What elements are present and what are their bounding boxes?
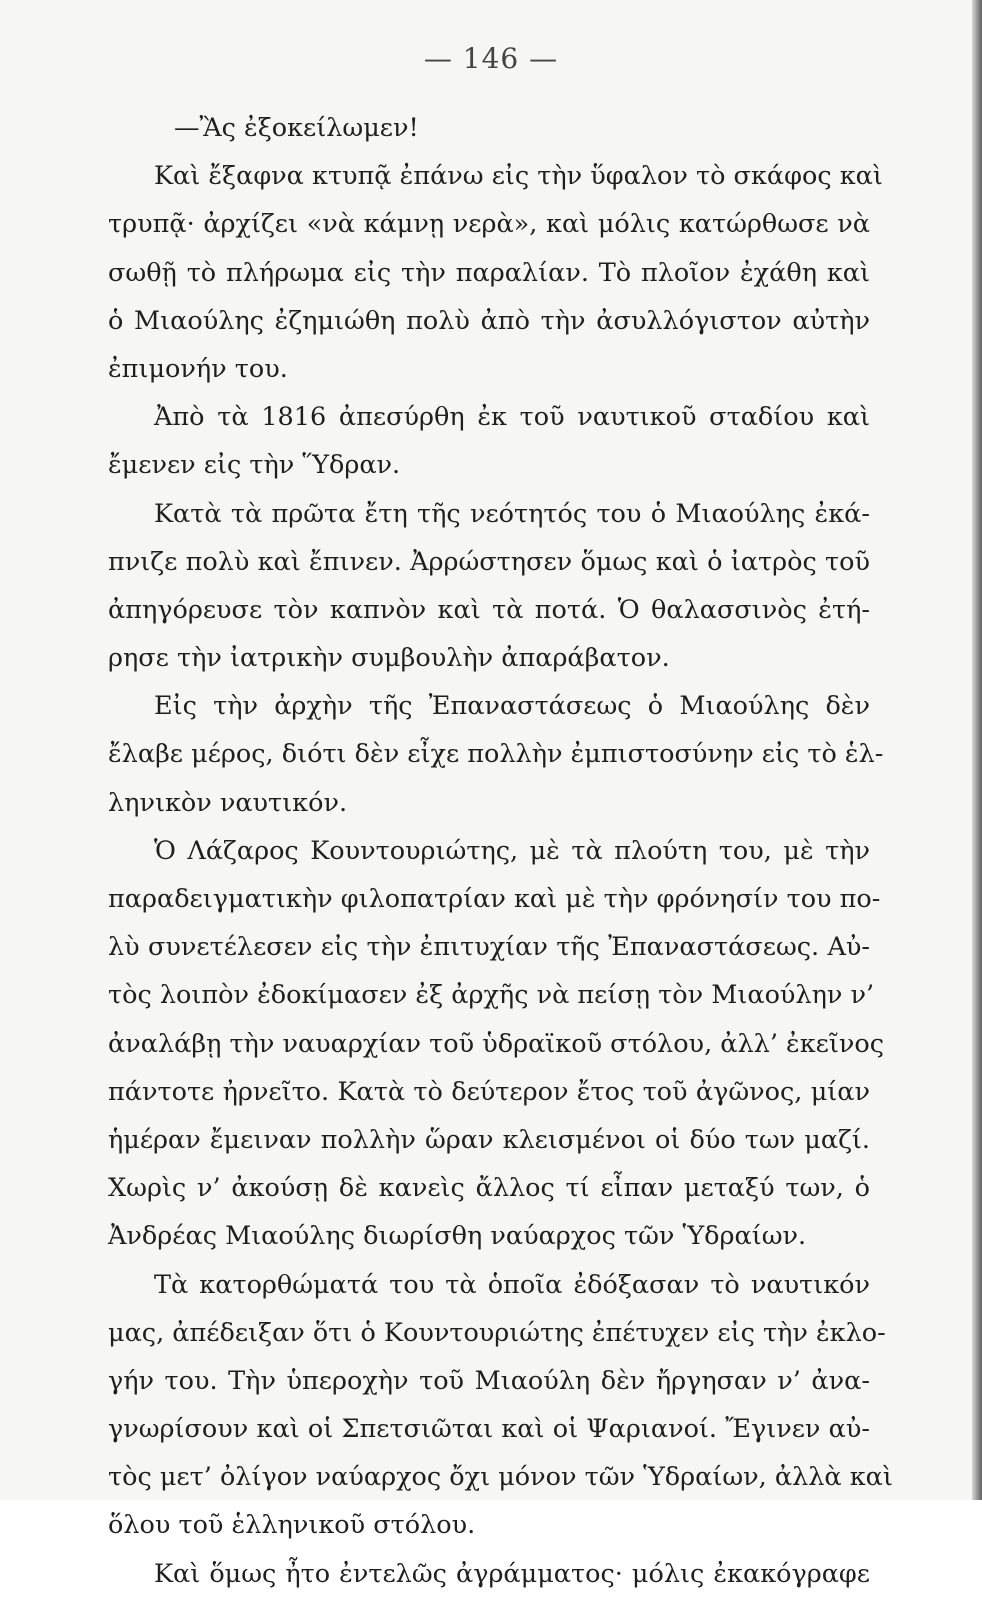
text-line: Καὶ ὅμως ἦτο ἐντελῶς ἀγράμματος· μόλις ἐκακόγραφε xyxy=(154,1558,870,1589)
text-line: τὸς λοιπὸν ἐδοκίμασεν ἐξ ἀρχῆς νὰ πείσῃ τὸν Μιαούλην ν’ xyxy=(108,980,875,1011)
body-text xyxy=(108,104,893,1598)
text-line: ρησε τὴν ἰατρικὴν συμβουλὴν ἀπαράβατον. xyxy=(108,643,670,674)
text-line: ἐπιμονήν του. xyxy=(108,353,288,384)
text-line: τρυπᾷ· ἀρχίζει «νὰ κάμνῃ νερὰ», καὶ μόλις κατώρθωσε νὰ xyxy=(108,209,870,240)
text-line: Εἰς τὴν ἀρχὴν τῆς Ἐπαναστάσεως ὁ Μιαούλης δὲν xyxy=(154,691,870,722)
text-line: Κατὰ τὰ πρῶτα ἔτη τῆς νεότητός του ὁ Μιαούλης ἐκά- xyxy=(154,498,870,529)
text-line: ἀναλάβῃ τὴν ναυαρχίαν τοῦ ὑδραϊκοῦ στόλου, ἀλλ’ ἐκεῖνος xyxy=(108,1028,884,1059)
text-line: πνιζε πολὺ καὶ ἔπινεν. Ἀρρώστησεν ὅμως καὶ ὁ ἰατρὸς τοῦ xyxy=(108,546,870,577)
text-line: μας, ἀπέδειξαν ὅτι ὁ Κουντουριώτης ἐπέτυχεν εἰς τὴν ἐκλο- xyxy=(108,1317,886,1348)
text-line: Τὰ κατορθώματά του τὰ ὁποῖα ἐδόξασαν τὸ ναυτικόν xyxy=(154,1269,870,1300)
text-line: Ἀπὸ τὰ 1816 ἀπεσύρθη ἐκ τοῦ ναυτικοῦ σταδίου καὶ xyxy=(154,402,870,433)
text-line: Ὁ Λάζαρος Κουντουριώτης, μὲ τὰ πλούτη του, μὲ τὴν xyxy=(154,835,870,866)
text-line: ἡμέραν ἔμειναν πολλὴν ὥραν κλεισμένοι οἱ δύο των μαζί. xyxy=(108,1124,870,1155)
text-line: ἔλαβε μέρος, διότι δὲν εἶχε πολλὴν ἐμπιστοσύνην εἰς τὸ ἑλ- xyxy=(108,739,884,770)
page-edge-shadow xyxy=(972,0,982,1500)
text-line: πάντοτε ἠρνεῖτο. Κατὰ τὸ δεύτερον ἔτος τοῦ ἀγῶνος, μίαν xyxy=(108,1076,870,1107)
text-line: Ἀνδρέας Μιαούλης διωρίσθη ναύαρχος τῶν Ὑδραίων. xyxy=(108,1221,807,1252)
text-line: σωθῇ τὸ πλήρωμα εἰς τὴν παραλίαν. Τὸ πλοῖον ἐχάθη καὶ xyxy=(108,257,870,288)
text-line: παραδειγματικὴν φιλοπατρίαν καὶ μὲ τὴν φρόνησίν του πο- xyxy=(108,884,881,914)
text-line: τὸς μετ’ ὀλίγον ναύαρχος ὄχι μόνον τῶν Ὑδραίων, ἀλλὰ καὶ xyxy=(108,1462,893,1493)
text-line: Χωρὶς ν’ ἀκούσῃ δὲ κανεὶς ἄλλος τί εἶπαν μεταξύ των, ὁ xyxy=(108,1173,870,1204)
text-line: —Ἂς ἐξοκείλωμεν! xyxy=(174,113,419,143)
text-line: ἀπηγόρευσε τὸν καπνὸν καὶ τὰ ποτά. Ὁ θαλασσινὸς ἐτή- xyxy=(108,594,870,625)
text-line: ἔμενεν εἰς τὴν Ὕδραν. xyxy=(108,450,401,481)
text-line: ὅλου τοῦ ἑλληνικοῦ στόλου. xyxy=(108,1510,476,1541)
text-line: λὺ συνετέλεσεν εἰς τὴν ἐπιτυχίαν τῆς Ἐπαναστάσεως. Αὐ- xyxy=(108,932,870,963)
text-line: γνωρίσουν καὶ οἱ Σπετσιῶται καὶ οἱ Ψαριανοί. Ἔγινεν αὐ- xyxy=(108,1414,870,1445)
text-line: ὁ Μιαούλης ἐζημιώθη πολὺ ἀπὸ τὴν ἀσυλλόγιστον αὐτὴν xyxy=(108,305,870,336)
text-line: γήν του. Τὴν ὑπεροχὴν τοῦ Μιαούλη δὲν ἤργησαν ν’ ἀνα- xyxy=(108,1365,870,1396)
text-line: Καὶ ἔξαφνα κτυπᾷ ἐπάνω εἰς τὴν ὕφαλον τὸ σκάφος καὶ xyxy=(154,161,883,192)
page-number: — 146 — xyxy=(423,42,559,75)
text-line: ληνικὸν ναυτικόν. xyxy=(108,787,348,818)
